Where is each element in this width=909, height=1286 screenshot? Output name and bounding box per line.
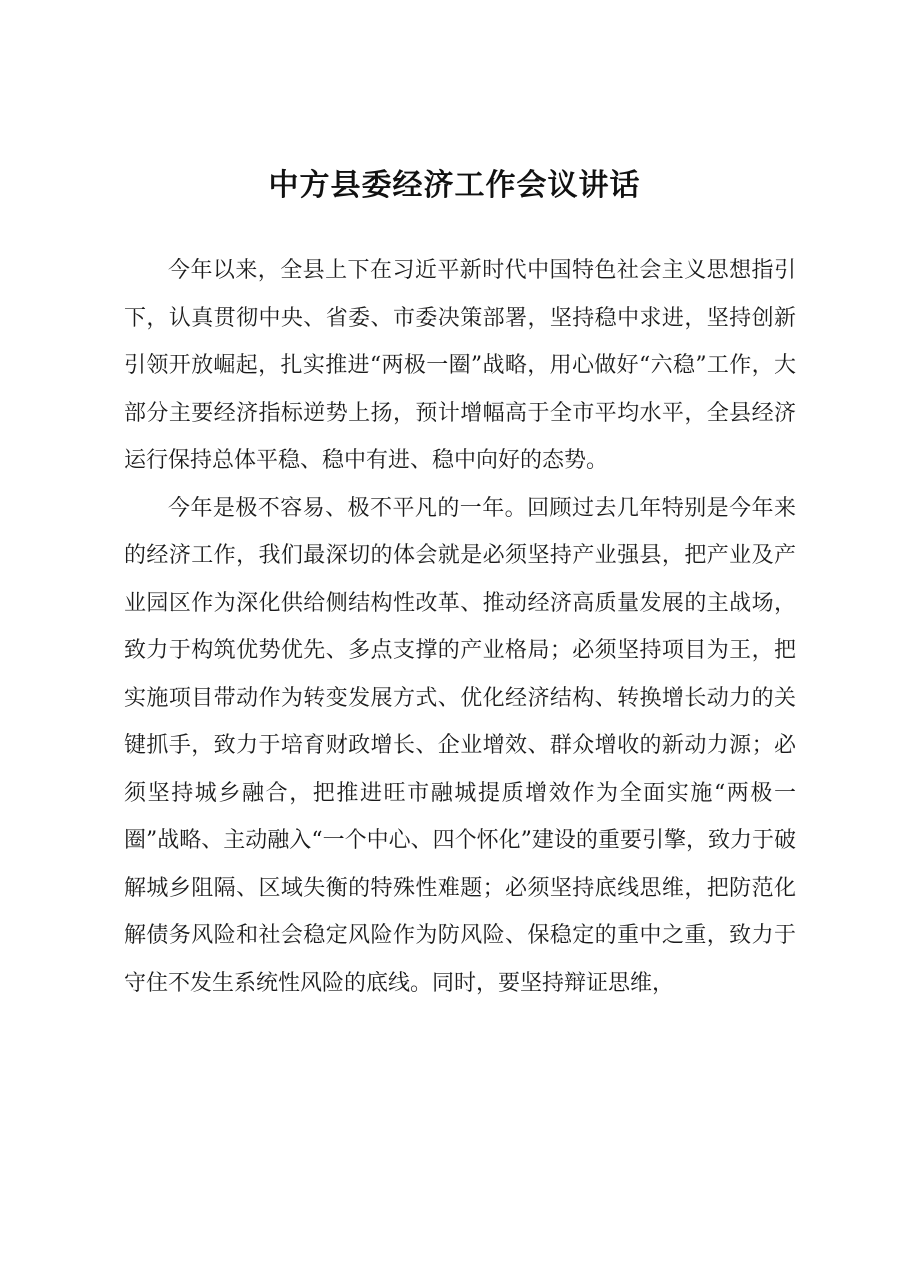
document-title: 中方县委经济工作会议讲话: [268, 168, 641, 203]
paragraph-1: 今年以来，全县上下在习近平新时代中国特色社会主义思想指引下，认真贯彻中央、省委、市委决策部署，坚持稳中求进，坚持创新引领开放崛起，扎实推进“两极一圈”战略，用心做好“六稳”工作，大部分主要经济指标逆势上扬，预计增幅高于全市平均水平，全县经济运行保持总体平稳、稳中有进、稳中向好的态势。: [124, 258, 796, 473]
document-body: [124, 247, 796, 1007]
paragraph-2: 今年是极不容易、极不平凡的一年。回顾过去几年特别是今年来的经济工作，我们最深切的体会就是必须坚持产业强县，把产业及产业园区作为深化供给侧结构性改革、推动经济高质量发展的主战场，致力于构筑优势优先、多点支撑的产业格局；必须坚持项目为王，把实施项目带动作为转变发展方式、优化经济结构、转换增长动力的关键抓手，致力于培育财政增长、企业增效、群众增收的新动力源；必须坚持城乡融合，把推进旺市融城提质增效作为全面实施“两极一圈”战略、主动融入“一个中心、四个怀化”建设的重要引擎，致力于破解城乡阻隔、区域失衡的特殊性难题；必须坚持底线思维，把防范化解债务风险和社会稳定风险作为防风险、保稳定的重中之重，致力于守住不发生系统性风险的底线。同时，要坚持辩证思维，: [124, 495, 796, 996]
